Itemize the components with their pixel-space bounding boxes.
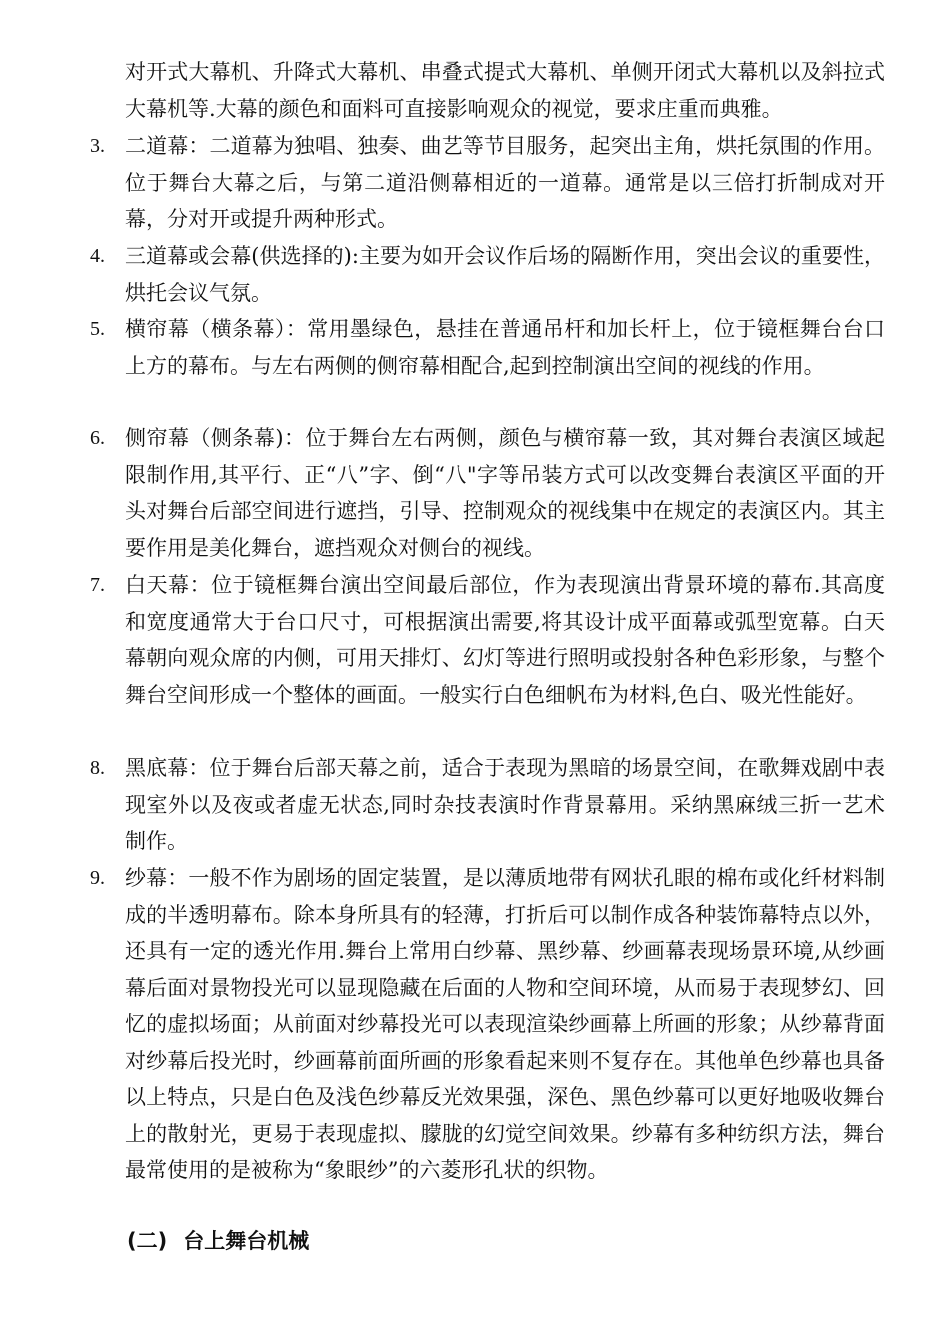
list-item-text: 三道幕或会幕(供选择的):主要为如开会议作后场的隔断作用，突出会议的重要性，烘托会议气氛。 bbox=[125, 244, 885, 305]
list-item-number: 5. bbox=[90, 318, 105, 340]
list-item-text: 横帘幕（横条幕）：常用墨绿色，悬挂在普通吊杆和加长杆上，位于镜框舞台台口上方的幕布。与左右两侧的侧帘幕相配合,起到控制演出空间的视线的作用。 bbox=[125, 317, 885, 378]
list-item-text: 纱幕：一般不作为剧场的固定装置，是以薄质地带有网状孔眼的棉布或化纤材料制成的半透明幕布。除本身所具有的轻薄，打折后可以制作成各种装饰幕特点以外，还具有一定的透光作用.舞台上常用白纱幕、黑纱幕、纱画幕表现场景环境,从纱画幕后面对景物投光可以显现隐藏在后面的人物和空间环境，从而易于表现梦幻、回忆的虚拟场面；从前面对纱幕投光可以表现渲染纱画幕上所画的形象；从纱幕背面对纱幕后投光时，纱画幕前面所画的形象看起来则不复存在。其他单色纱幕也具备以上特点，只是白色及浅色纱幕反光效果强，深色、黑色纱幕可以更好地吸收舞台上的散射光，更易于表现虚拟、朦胧的幻觉空间效果。纱幕有多种纺织方法，舞台最常使用的是被称为“象眼纱”的六菱形孔状的织物。 bbox=[125, 866, 885, 1182]
list-item-text: 侧帘幕（侧条幕)：位于舞台左右两侧，颜色与横帘幕一致，其对舞台表演区域起限制作用,其平行、正“八”字、倒“八"字等吊装方式可以改变舞台表演区平面的开头对舞台后部空间进行遮挡，引导、控制观众的视线集中在规定的表演区内。其主要作用是美化舞台，遮挡观众对侧台的视线。 bbox=[125, 426, 885, 560]
list-item-number: 6. bbox=[90, 427, 105, 449]
list-item-text: 白天幕：位于镜框舞台演出空间最后部位，作为表现演出背景环境的幕布.其高度和宽度通常大于台口尺寸，可根据演出需要,将其设计成平面幕或弧型宽幕。白天幕朝向观众席的内侧，可用天排灯、幻灯等进行照明或投射各种色彩形象，与整个舞台空间形成一个整体的画面。一般实行白色细帆布为材料,色白、吸光性能好。 bbox=[125, 573, 885, 707]
list-item-number: 7. bbox=[90, 574, 105, 596]
section-heading-title: 台上舞台机械 bbox=[183, 1229, 310, 1253]
list-item-number: 8. bbox=[90, 757, 105, 779]
section-heading-number: (二) bbox=[127, 1229, 168, 1253]
list-item-number: 3. bbox=[90, 135, 105, 157]
list-item-text: 黑底幕：位于舞台后部天幕之前，适合于表现为黑暗的场景空间，在歌舞戏剧中表现室外以及夜或者虚无状态,同时杂技表演时作背景幕用。采纳黑麻绒三折一艺术制作。 bbox=[125, 756, 885, 853]
section-heading bbox=[127, 1223, 309, 1259]
list-item-number: 9. bbox=[90, 867, 105, 889]
intro-paragraph: 对开式大幕机、升降式大幕机、串叠式提式大幕机、单侧开闭式大幕机以及斜拉式大幕机等.大幕的颜色和面料可直接影响观众的视觉，要求庄重而典雅。 bbox=[125, 60, 885, 121]
list-item-text: 二道幕：二道幕为独唱、独奏、曲艺等节目服务，起突出主角，烘托氛围的作用。位于舞台大幕之后，与第二道沿侧幕相近的一道幕。通常是以三倍打折制成对开幕，分对开或提升两种形式。 bbox=[125, 134, 885, 231]
list-item-number: 4. bbox=[90, 245, 105, 267]
